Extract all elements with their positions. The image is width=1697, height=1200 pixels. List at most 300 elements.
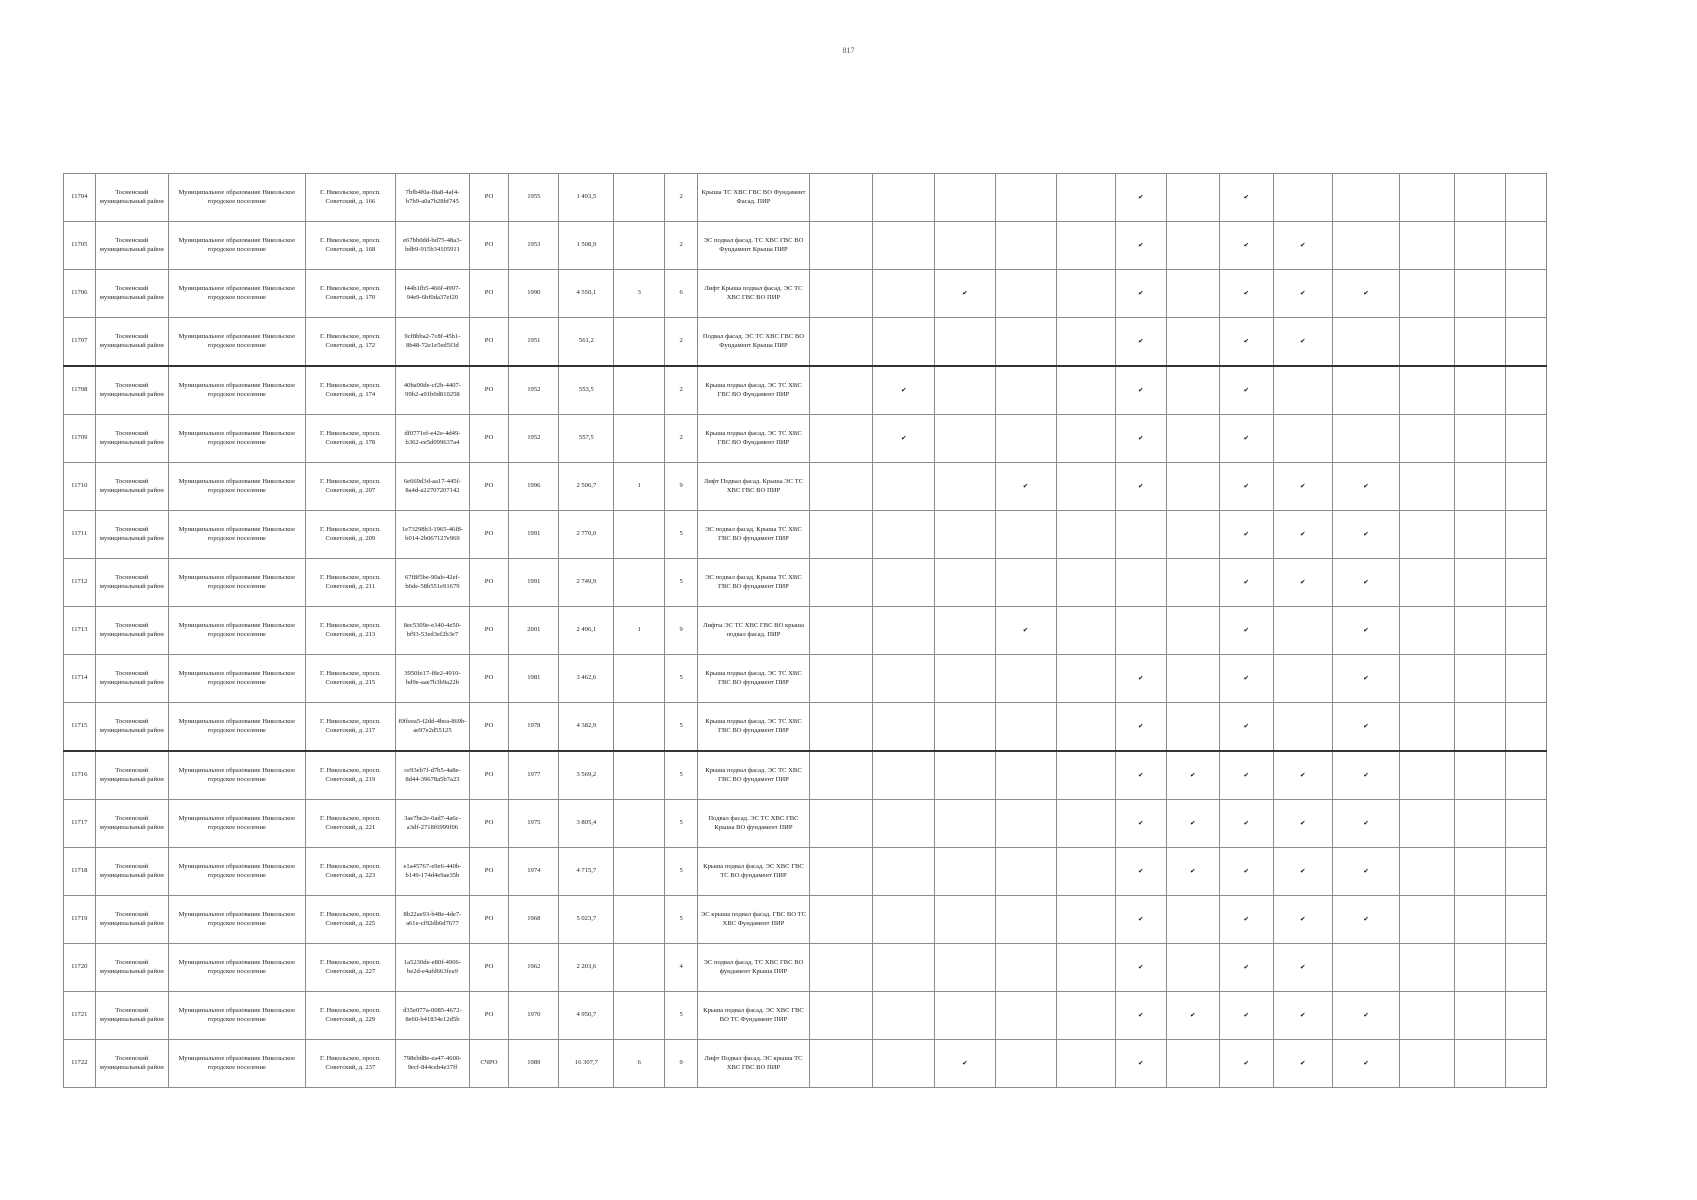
year-cell: 1996 <box>509 463 559 511</box>
fund-method-cell: РО <box>469 896 509 944</box>
table-row <box>64 848 1547 896</box>
work-type-cell <box>1273 174 1332 222</box>
fund-method-cell: РО <box>469 703 509 752</box>
work-type-cell <box>1056 1040 1115 1088</box>
check-mark-icon: ✔ <box>1273 896 1332 944</box>
work-type-cell <box>1273 607 1332 655</box>
lifts-count-cell <box>614 222 665 270</box>
area-cell: 2 496,1 <box>559 607 614 655</box>
work-type-cell <box>1273 415 1332 463</box>
work-type-cell <box>935 751 995 800</box>
check-mark-icon: ✔ <box>1166 800 1219 848</box>
work-type-cell <box>935 800 995 848</box>
municipality-cell: Муниципальное образование Никольское городское поселение <box>168 992 305 1040</box>
table-row <box>64 318 1547 367</box>
works-list-cell: ЭС крыша подвал фасад. ГВС ВО ТС ХВС Фундамент ПИР <box>697 896 809 944</box>
guid-cell: 8b22ae93-b48e-4de7-a61e-cf92db6d7677 <box>396 896 469 944</box>
area-cell: 5 023,7 <box>559 896 614 944</box>
lifts-count-cell <box>614 366 665 415</box>
fund-method-cell: РО <box>469 655 509 703</box>
empty-cell <box>1506 270 1547 318</box>
area-cell: 1 493,5 <box>559 174 614 222</box>
check-mark-icon: ✔ <box>1273 848 1332 896</box>
check-mark-icon: ✔ <box>1219 1040 1273 1088</box>
work-type-cell <box>1273 366 1332 415</box>
work-type-cell <box>935 318 995 367</box>
year-cell: 1974 <box>509 848 559 896</box>
check-mark-icon: ✔ <box>1115 944 1166 992</box>
table-row <box>64 751 1547 800</box>
check-mark-icon: ✔ <box>1219 896 1273 944</box>
year-cell: 1991 <box>509 511 559 559</box>
year-cell: 1991 <box>509 559 559 607</box>
work-type-cell <box>995 944 1056 992</box>
floors-cell: 2 <box>665 415 698 463</box>
table-row <box>64 511 1547 559</box>
municipality-cell: Муниципальное образование Никольское городское поселение <box>168 800 305 848</box>
empty-cell <box>1455 415 1506 463</box>
guid-cell: df0771ef-e42e-4d49-b362-ee5d099637a4 <box>396 415 469 463</box>
work-type-cell <box>810 174 873 222</box>
table-row <box>64 607 1547 655</box>
check-mark-icon: ✔ <box>1332 896 1399 944</box>
empty-cell <box>1506 992 1547 1040</box>
municipality-cell: Муниципальное образование Никольское городское поселение <box>168 174 305 222</box>
floors-cell: 6 <box>665 270 698 318</box>
district-cell: Тосненский муниципальный район <box>95 944 168 992</box>
area-cell: 4 715,7 <box>559 848 614 896</box>
guid-cell: 9cf8bba2-7c8f-45b1-8b48-72e1e5ed5f3d <box>396 318 469 367</box>
address-cell: Г. Никольское, просп. Советский, д. 221 <box>305 800 396 848</box>
municipality-cell: Муниципальное образование Никольское городское поселение <box>168 511 305 559</box>
area-cell: 561,2 <box>559 318 614 367</box>
row-id: 11715 <box>64 703 96 752</box>
work-type-cell <box>1056 318 1115 367</box>
area-cell: 3 569,2 <box>559 751 614 800</box>
floors-cell: 5 <box>665 992 698 1040</box>
year-cell: 1952 <box>509 415 559 463</box>
empty-cell <box>1506 1040 1547 1088</box>
works-list-cell: Крыша подвал фасад. ЭС ХВС ГВС ТС ВО фундамент ПИР <box>697 848 809 896</box>
works-list-cell: Крыша ТС ХВС ГВС ВО Фундамент Фасад. ПИР <box>697 174 809 222</box>
floors-cell: 5 <box>665 559 698 607</box>
empty-cell <box>1506 222 1547 270</box>
check-mark-icon: ✔ <box>1219 992 1273 1040</box>
empty-cell <box>1455 751 1506 800</box>
district-cell: Тосненский муниципальный район <box>95 607 168 655</box>
address-cell: Г. Никольское, просп. Советский, д. 172 <box>305 318 396 367</box>
empty-cell <box>1506 944 1547 992</box>
year-cell: 1989 <box>509 1040 559 1088</box>
check-mark-icon: ✔ <box>935 270 995 318</box>
address-cell: Г. Никольское, просп. Советский, д. 237 <box>305 1040 396 1088</box>
check-mark-icon: ✔ <box>873 415 935 463</box>
work-type-cell <box>1166 559 1219 607</box>
check-mark-icon: ✔ <box>1115 992 1166 1040</box>
work-type-cell <box>1056 559 1115 607</box>
municipality-cell: Муниципальное образование Никольское городское поселение <box>168 703 305 752</box>
check-mark-icon: ✔ <box>1332 992 1399 1040</box>
row-id: 11710 <box>64 463 96 511</box>
empty-cell <box>1506 800 1547 848</box>
works-list-cell: ЭС подвал фасад. ТС ХВС ГВС ВО Фундамент Крыша ПИР <box>697 222 809 270</box>
municipality-cell: Муниципальное образование Никольское городское поселение <box>168 896 305 944</box>
table-row <box>64 366 1547 415</box>
guid-cell: 798ebd8e-ea47-4600-9ecf-844ceb4e37ff <box>396 1040 469 1088</box>
guid-cell: e67bb0dd-bd75-48a3-bdb9-915b34105911 <box>396 222 469 270</box>
guid-cell: 8ec5309e-e340-4e50-bf93-53ed3ef2b3e7 <box>396 607 469 655</box>
work-type-cell <box>810 270 873 318</box>
check-mark-icon: ✔ <box>1219 607 1273 655</box>
empty-cell <box>1506 751 1547 800</box>
work-type-cell <box>995 1040 1056 1088</box>
district-cell: Тосненский муниципальный район <box>95 511 168 559</box>
work-type-cell <box>935 655 995 703</box>
work-type-cell <box>1056 800 1115 848</box>
row-id: 11711 <box>64 511 96 559</box>
check-mark-icon: ✔ <box>1273 511 1332 559</box>
work-type-cell <box>873 848 935 896</box>
work-type-cell <box>1273 703 1332 752</box>
check-mark-icon: ✔ <box>1219 270 1273 318</box>
work-type-cell <box>935 222 995 270</box>
work-type-cell <box>995 703 1056 752</box>
floors-cell: 5 <box>665 511 698 559</box>
district-cell: Тосненский муниципальный район <box>95 318 168 367</box>
check-mark-icon: ✔ <box>1219 751 1273 800</box>
check-mark-icon: ✔ <box>1273 463 1332 511</box>
fund-method-cell: РО <box>469 800 509 848</box>
guid-cell: 40ba90de-cf2b-4407-99b2-a91b0d810258 <box>396 366 469 415</box>
check-mark-icon: ✔ <box>1166 992 1219 1040</box>
work-type-cell <box>1056 751 1115 800</box>
row-id: 11719 <box>64 896 96 944</box>
work-type-cell <box>1056 174 1115 222</box>
work-type-cell <box>935 415 995 463</box>
year-cell: 1953 <box>509 222 559 270</box>
row-id: 11709 <box>64 415 96 463</box>
table-row <box>64 800 1547 848</box>
check-mark-icon: ✔ <box>1219 800 1273 848</box>
check-mark-icon: ✔ <box>1219 318 1273 367</box>
work-type-cell <box>995 511 1056 559</box>
work-type-cell <box>1056 511 1115 559</box>
empty-cell <box>1506 366 1547 415</box>
lifts-count-cell: 3 <box>614 270 665 318</box>
work-type-cell <box>1332 366 1399 415</box>
table-row <box>64 270 1547 318</box>
district-cell: Тосненский муниципальный район <box>95 1040 168 1088</box>
work-type-cell <box>873 511 935 559</box>
check-mark-icon: ✔ <box>1115 896 1166 944</box>
check-mark-icon: ✔ <box>1273 751 1332 800</box>
municipality-cell: Муниципальное образование Никольское городское поселение <box>168 222 305 270</box>
check-mark-icon: ✔ <box>1332 463 1399 511</box>
address-cell: Г. Никольское, просп. Советский, д. 217 <box>305 703 396 752</box>
empty-cell <box>1455 800 1506 848</box>
work-type-cell <box>1332 222 1399 270</box>
floors-cell: 5 <box>665 703 698 752</box>
empty-cell <box>1506 318 1547 367</box>
work-type-cell <box>995 896 1056 944</box>
empty-cell <box>1400 703 1455 752</box>
empty-cell <box>1506 896 1547 944</box>
year-cell: 1977 <box>509 751 559 800</box>
floors-cell: 4 <box>665 944 698 992</box>
work-type-cell <box>935 992 995 1040</box>
check-mark-icon: ✔ <box>1115 318 1166 367</box>
work-type-cell <box>935 607 995 655</box>
check-mark-icon: ✔ <box>1115 366 1166 415</box>
table-row <box>64 992 1547 1040</box>
works-list-cell: Крыша подвал фасад. ЭС ТС ХВС ГВС ВО Фундамент ПИР <box>697 366 809 415</box>
lifts-count-cell <box>614 896 665 944</box>
check-mark-icon: ✔ <box>1115 270 1166 318</box>
check-mark-icon: ✔ <box>995 607 1056 655</box>
area-cell: 2 749,9 <box>559 559 614 607</box>
guid-cell: 3ae7be2e-0ad7-4a6c-a3df-2718f6999f06 <box>396 800 469 848</box>
check-mark-icon: ✔ <box>1332 800 1399 848</box>
check-mark-icon: ✔ <box>935 1040 995 1088</box>
address-cell: Г. Никольское, просп. Советский, д. 170 <box>305 270 396 318</box>
check-mark-icon: ✔ <box>1332 511 1399 559</box>
work-type-cell <box>1166 511 1219 559</box>
empty-cell <box>1455 703 1506 752</box>
address-cell: Г. Никольское, просп. Советский, д. 211 <box>305 559 396 607</box>
work-type-cell <box>1056 944 1115 992</box>
lifts-count-cell <box>614 944 665 992</box>
work-type-cell <box>995 751 1056 800</box>
municipality-cell: Муниципальное образование Никольское городское поселение <box>168 559 305 607</box>
empty-cell <box>1506 703 1547 752</box>
work-type-cell <box>873 174 935 222</box>
housing-registry-table <box>63 173 1547 1088</box>
works-list-cell: Крыша подвал фасад. ЭС ТС ХВС ГВС ВО Фундамент ПИР <box>697 415 809 463</box>
work-type-cell <box>1166 896 1219 944</box>
work-type-cell <box>1056 415 1115 463</box>
work-type-cell <box>995 992 1056 1040</box>
work-type-cell <box>810 848 873 896</box>
work-type-cell <box>1056 992 1115 1040</box>
work-type-cell <box>1332 174 1399 222</box>
work-type-cell <box>810 366 873 415</box>
check-mark-icon: ✔ <box>1273 992 1332 1040</box>
check-mark-icon: ✔ <box>1115 415 1166 463</box>
municipality-cell: Муниципальное образование Никольское городское поселение <box>168 655 305 703</box>
lifts-count-cell <box>614 559 665 607</box>
row-id: 11708 <box>64 366 96 415</box>
fund-method-cell: РО <box>469 944 509 992</box>
district-cell: Тосненский муниципальный район <box>95 222 168 270</box>
work-type-cell <box>873 559 935 607</box>
table-row <box>64 463 1547 511</box>
district-cell: Тосненский муниципальный район <box>95 896 168 944</box>
address-cell: Г. Никольское, просп. Советский, д. 207 <box>305 463 396 511</box>
work-type-cell <box>1332 944 1399 992</box>
municipality-cell: Муниципальное образование Никольское городское поселение <box>168 463 305 511</box>
check-mark-icon: ✔ <box>1332 559 1399 607</box>
year-cell: 1990 <box>509 270 559 318</box>
floors-cell: 2 <box>665 174 698 222</box>
work-type-cell <box>1115 511 1166 559</box>
work-type-cell <box>1332 415 1399 463</box>
year-cell: 1978 <box>509 703 559 752</box>
table-row <box>64 896 1547 944</box>
check-mark-icon: ✔ <box>1166 751 1219 800</box>
work-type-cell <box>935 463 995 511</box>
district-cell: Тосненский муниципальный район <box>95 655 168 703</box>
table-row <box>64 703 1547 752</box>
empty-cell <box>1400 607 1455 655</box>
empty-cell <box>1455 174 1506 222</box>
check-mark-icon: ✔ <box>1332 1040 1399 1088</box>
guid-cell: 6e669d3d-aa17-445f-8a4d-a22707207142 <box>396 463 469 511</box>
work-type-cell <box>1056 655 1115 703</box>
check-mark-icon: ✔ <box>1166 848 1219 896</box>
district-cell: Тосненский муниципальный район <box>95 463 168 511</box>
year-cell: 1955 <box>509 174 559 222</box>
area-cell: 3 462,6 <box>559 655 614 703</box>
empty-cell <box>1455 366 1506 415</box>
fund-method-cell: РО <box>469 318 509 367</box>
area-cell: 3 805,4 <box>559 800 614 848</box>
work-type-cell <box>935 559 995 607</box>
floors-cell: 9 <box>665 463 698 511</box>
lifts-count-cell <box>614 992 665 1040</box>
address-cell: Г. Никольское, просп. Советский, д. 213 <box>305 607 396 655</box>
lifts-count-cell <box>614 511 665 559</box>
empty-cell <box>1400 415 1455 463</box>
work-type-cell <box>810 463 873 511</box>
lifts-count-cell <box>614 848 665 896</box>
work-type-cell <box>810 703 873 752</box>
empty-cell <box>1506 174 1547 222</box>
table-row <box>64 415 1547 463</box>
work-type-cell <box>810 992 873 1040</box>
work-type-cell <box>1166 944 1219 992</box>
fund-method-cell: РО <box>469 751 509 800</box>
work-type-cell <box>873 992 935 1040</box>
fund-method-cell: РО <box>469 848 509 896</box>
check-mark-icon: ✔ <box>873 366 935 415</box>
empty-cell <box>1400 800 1455 848</box>
year-cell: 1975 <box>509 800 559 848</box>
floors-cell: 2 <box>665 318 698 367</box>
check-mark-icon: ✔ <box>1273 270 1332 318</box>
work-type-cell <box>995 366 1056 415</box>
floors-cell: 2 <box>665 366 698 415</box>
work-type-cell <box>810 944 873 992</box>
page-number: 817 <box>842 46 855 55</box>
empty-cell <box>1400 944 1455 992</box>
municipality-cell: Муниципальное образование Никольское городское поселение <box>168 366 305 415</box>
work-type-cell <box>1115 559 1166 607</box>
empty-cell <box>1400 222 1455 270</box>
work-type-cell <box>810 318 873 367</box>
empty-cell <box>1400 511 1455 559</box>
empty-cell <box>1400 270 1455 318</box>
check-mark-icon: ✔ <box>1273 318 1332 367</box>
empty-cell <box>1455 270 1506 318</box>
floors-cell: 5 <box>665 800 698 848</box>
check-mark-icon: ✔ <box>1219 174 1273 222</box>
work-type-cell <box>810 751 873 800</box>
row-id: 11705 <box>64 222 96 270</box>
lifts-count-cell <box>614 174 665 222</box>
row-id: 11712 <box>64 559 96 607</box>
work-type-cell <box>935 848 995 896</box>
municipality-cell: Муниципальное образование Никольское городское поселение <box>168 318 305 367</box>
empty-cell <box>1455 896 1506 944</box>
table-row <box>64 174 1547 222</box>
work-type-cell <box>1056 463 1115 511</box>
empty-cell <box>1455 511 1506 559</box>
work-type-cell <box>810 222 873 270</box>
empty-cell <box>1506 655 1547 703</box>
work-type-cell <box>873 222 935 270</box>
year-cell: 1981 <box>509 655 559 703</box>
works-list-cell: ЭС подвал фасад. Крыша ТС ХВС ГВС ВО фундамент ПИР <box>697 511 809 559</box>
work-type-cell <box>1166 655 1219 703</box>
area-cell: 2 770,0 <box>559 511 614 559</box>
empty-cell <box>1506 415 1547 463</box>
empty-cell <box>1400 896 1455 944</box>
check-mark-icon: ✔ <box>1219 703 1273 752</box>
works-list-cell: ЭС подвал фасад. ТС ХВС ГВС ВО фундамент Крыша ПИР <box>697 944 809 992</box>
guid-cell: 3950fe17-f8e2-4910-bd9e-aae7b3b9a22b <box>396 655 469 703</box>
year-cell: 1970 <box>509 992 559 1040</box>
floors-cell: 5 <box>665 751 698 800</box>
work-type-cell <box>1332 318 1399 367</box>
check-mark-icon: ✔ <box>1332 848 1399 896</box>
work-type-cell <box>873 463 935 511</box>
work-type-cell <box>873 270 935 318</box>
check-mark-icon: ✔ <box>1115 751 1166 800</box>
year-cell: 1962 <box>509 944 559 992</box>
work-type-cell <box>1056 607 1115 655</box>
empty-cell <box>1400 992 1455 1040</box>
fund-method-cell: РО <box>469 366 509 415</box>
check-mark-icon: ✔ <box>1219 415 1273 463</box>
works-list-cell: Лифт Крыша подвал фасад. ЭС ТС ХВС ГВС ВО ПИР <box>697 270 809 318</box>
floors-cell: 9 <box>665 1040 698 1088</box>
row-id: 11706 <box>64 270 96 318</box>
fund-method-cell: РО <box>469 174 509 222</box>
district-cell: Тосненский муниципальный район <box>95 800 168 848</box>
work-type-cell <box>810 607 873 655</box>
address-cell: Г. Никольское, просп. Советский, д. 178 <box>305 415 396 463</box>
area-cell: 4 550,1 <box>559 270 614 318</box>
check-mark-icon: ✔ <box>1115 1040 1166 1088</box>
work-type-cell <box>810 511 873 559</box>
guid-cell: 67f8f5be-90ab-42ef-b6de-58b551e91679 <box>396 559 469 607</box>
work-type-cell <box>1056 222 1115 270</box>
row-id: 11722 <box>64 1040 96 1088</box>
empty-cell <box>1400 848 1455 896</box>
check-mark-icon: ✔ <box>995 463 1056 511</box>
row-id: 11716 <box>64 751 96 800</box>
address-cell: Г. Никольское, просп. Советский, д. 215 <box>305 655 396 703</box>
district-cell: Тосненский муниципальный район <box>95 848 168 896</box>
year-cell: 1952 <box>509 366 559 415</box>
works-list-cell: Подвал фасад. ЭС ТС ХВС ГВС ВО Фундамент Крыша ПИР <box>697 318 809 367</box>
guid-cell: d35e077a-0085-4672-8e60-b41834e12d5b <box>396 992 469 1040</box>
work-type-cell <box>1056 703 1115 752</box>
address-cell: Г. Никольское, просп. Советский, д. 223 <box>305 848 396 896</box>
empty-cell <box>1506 559 1547 607</box>
works-list-cell: Крыша подвал фасад. ЭС ТС ХВС ГВС ВО фундамент ПИР <box>697 703 809 752</box>
fund-method-cell: СЧРО <box>469 1040 509 1088</box>
